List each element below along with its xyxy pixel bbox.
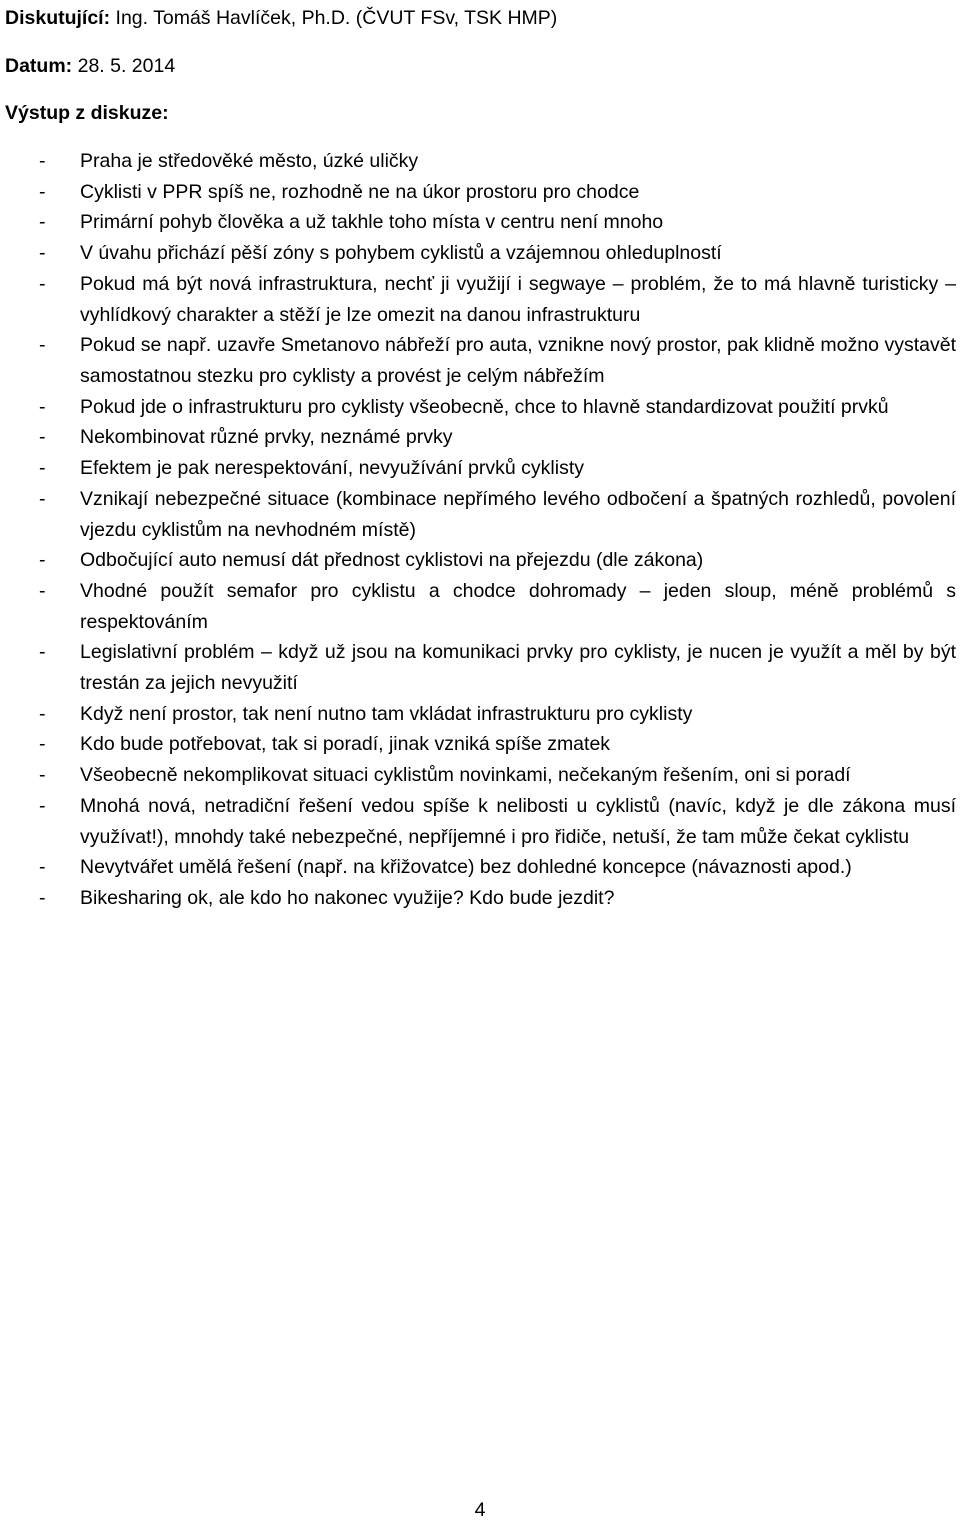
bullet-dash: - (39, 764, 46, 787)
page-number: 4 (474, 1499, 486, 1521)
bullet-dash: - (39, 457, 46, 480)
list-item-text: Nevytvářet umělá řešení (např. na křižovatce) bez dohledné koncepce (návaznosti apod.) (80, 856, 852, 879)
list-item-text: Vhodné použít semafor pro cyklistu a chodce dohromady – jeden sloup, méně problémů s respektováním (80, 579, 956, 633)
bullet-dash: - (39, 579, 46, 602)
list-item (5, 791, 956, 852)
list-item-text: Kdo bude potřebovat, tak si poradí, jinak vzniká spíše zmatek (80, 733, 611, 756)
bullet-dash: - (39, 426, 46, 449)
bullet-dash: - (39, 886, 46, 909)
bullet-dash: - (39, 242, 46, 265)
list-item-text: Legislativní problém – když už jsou na komunikaci prvky pro cyklisty, je nucen je využít a měl by být trestán za jejich nevyužití (80, 641, 956, 695)
list-item (5, 637, 956, 698)
bullet-dash: - (39, 856, 46, 879)
list-item-text: Praha je středověké město, úzké uličky (80, 150, 419, 173)
list-item-text: Pokud jde o infrastrukturu pro cyklisty všeobecně, chce to hlavně standardizovat použití prvků (80, 395, 889, 418)
bullet-dash: - (39, 334, 46, 357)
list-item (5, 852, 956, 883)
list-item-text: Nekombinovat různé prvky, neznámé prvky (80, 426, 453, 449)
list-item (5, 545, 956, 576)
list-item (5, 484, 956, 545)
bullet-dash: - (39, 211, 46, 234)
list-item-text: Efektem je pak nerespektování, nevyužívání prvků cyklisty (80, 457, 584, 480)
discussant-line (5, 3, 956, 34)
list-item (5, 238, 956, 269)
list-item-text: Když není prostor, tak není nutno tam vkládat infrastrukturu pro cyklisty (80, 702, 693, 725)
list-item-text: Bikesharing ok, ale kdo ho nakonec využije? Kdo bude jezdit? (80, 886, 615, 909)
bullet-dash: - (39, 733, 46, 756)
bullet-dash: - (39, 180, 46, 203)
list-item (5, 330, 956, 391)
discussant-label: Diskutující: (5, 7, 111, 29)
list-item (5, 269, 956, 330)
bullet-dash: - (39, 150, 46, 173)
list-item-text: Pokud má být nová infrastruktura, nechť ji využijí i segwaye – problém, že to má hlavně turisticky – vyhlídkový charakter a stěží je lze omezit na danou infrastrukturu (80, 272, 956, 326)
bullet-dash: - (39, 395, 46, 418)
list-item (5, 422, 956, 453)
list-item-text: Vznikají nebezpečné situace (kombinace nepřímého levého odbočení a špatných rozhledů, povolení vjezdu cyklistům na nevhodném místě) (80, 487, 956, 541)
date-value: 28. 5. 2014 (77, 54, 176, 77)
list-item (5, 146, 956, 177)
list-item-text: Všeobecně nekomplikovat situaci cyklistům novinkami, nečekaným řešením, oni si poradí (80, 764, 851, 787)
bullet-dash: - (39, 702, 46, 725)
list-item (5, 392, 956, 423)
list-item-text: Pokud se např. uzavře Smetanovo nábřeží pro auta, vznikne nový prostor, pak klidně možno vystavět samostatnou stezku pro cyklisty a provést je celým nábřežím (80, 334, 956, 387)
list-item-text: Primární pohyb člověka a už takhle toho místa v centru není mnoho (80, 211, 664, 234)
list-item (5, 576, 956, 637)
bullet-dash: - (39, 641, 46, 664)
date-label: Datum: (5, 54, 73, 77)
list-item-text: Mnohá nová, netradiční řešení vedou spíše k nelibosti u cyklistů (navíc, když je dle zákona musí využívat!), mnohdy také nebezpečné, nepříjemné i pro řidiče, netuší, že tam může čekat cyklistu (80, 794, 956, 848)
bullet-dash: - (39, 272, 46, 295)
list-item (5, 883, 956, 914)
list-item (5, 729, 956, 760)
bullet-dash: - (39, 549, 46, 572)
list-item-text: Odbočující auto nemusí dát přednost cyklistovi na přejezdu (dle zákona) (80, 549, 704, 572)
output-heading: Výstup z diskuze: (5, 102, 169, 125)
list-item (5, 699, 956, 730)
list-item-text: Cyklisti v PPR spíš ne, rozhodně ne na úkor prostoru pro chodce (80, 180, 640, 203)
list-item (5, 453, 956, 484)
bullet-dash: - (39, 794, 46, 817)
list-item-text: V úvahu přichází pěší zóny s pohybem cyklistů a vzájemnou ohleduplností (80, 242, 722, 265)
list-item (5, 177, 956, 208)
discussant-value: Ing. Tomáš Havlíček, Ph.D. (ČVUT FSv, TSK HMP) (115, 7, 558, 29)
list-item (5, 760, 956, 791)
discussion-output-list (5, 146, 956, 914)
list-item (5, 207, 956, 238)
bullet-dash: - (39, 487, 46, 510)
document-page (5, 3, 956, 914)
date-line (5, 51, 956, 82)
